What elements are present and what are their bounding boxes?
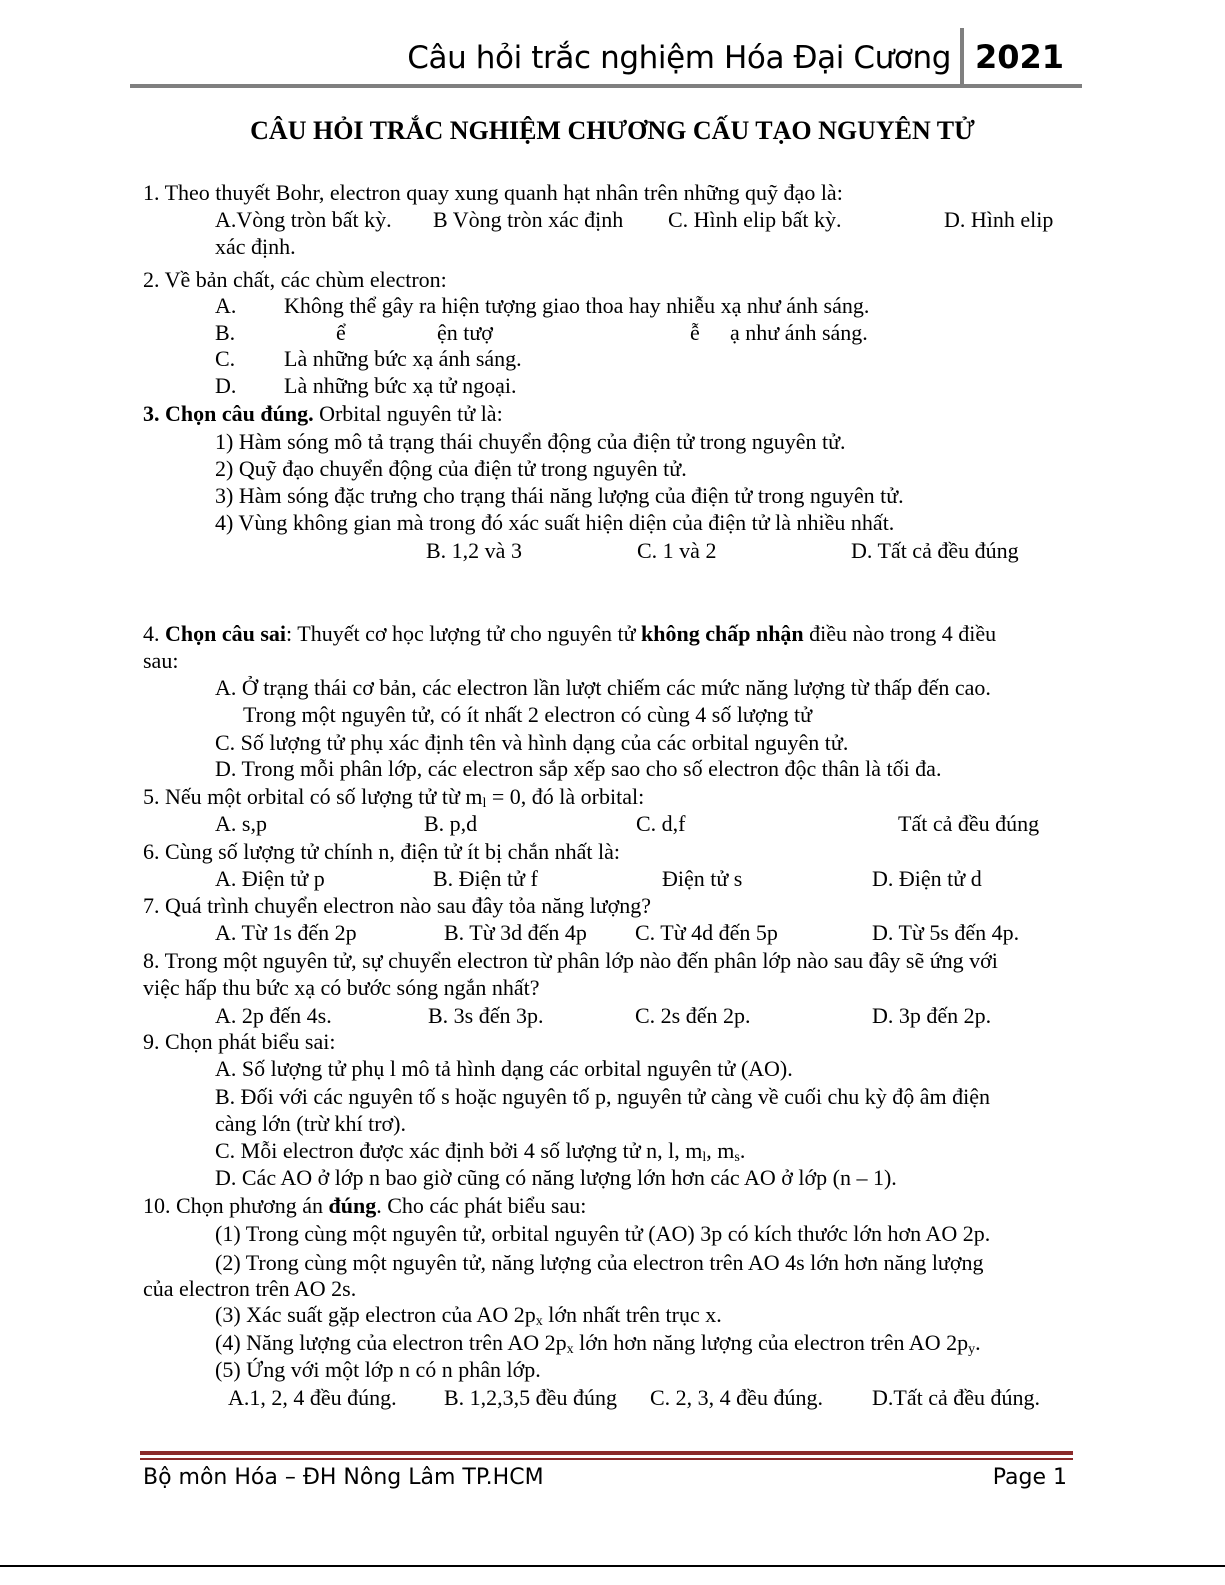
- q5-stem-sub: l: [482, 796, 487, 811]
- q10-statement-5: (5) Ứng với một lớp n có n phân lớp.: [215, 1357, 541, 1382]
- q3-statement-1: 1) Hàm sóng mô tả trạng thái chuyển động của điện tử trong nguyên tử.: [215, 429, 846, 454]
- q10-option-b: B. 1,2,3,5 đều đúng: [444, 1385, 617, 1410]
- q10-statement-3-text: (3) Xác suất gặp electron của AO 2p: [215, 1302, 536, 1327]
- q10-emph-dung: đúng: [328, 1193, 377, 1218]
- q4-option-b: Trong một nguyên tử, có ít nhất 2 electron có cùng 4 số lượng tử: [243, 702, 813, 727]
- q2-option-a-key: A.: [215, 293, 237, 318]
- q1-option-a: A.Vòng tròn bất kỳ.: [215, 207, 392, 232]
- footer-department: Bộ môn Hóa – ĐH Nông Lâm TP.HCM: [143, 1465, 544, 1490]
- q2-option-c: Là những bức xạ ánh sáng.: [284, 346, 522, 371]
- q6-option-c: Điện tử s: [662, 866, 743, 891]
- q10-statement-2: (2) Trong cùng một nguyên tử, năng lượng của electron trên AO 4s lớn hơn năng lượng: [215, 1250, 984, 1275]
- q10-statement-4: [215, 1329, 981, 1356]
- q3-number: 3. Chọn câu đúng.: [143, 401, 314, 426]
- q6-option-d: D. Điện tử d: [872, 866, 982, 891]
- q4-emph-khong: không chấp nhận: [641, 621, 804, 646]
- q1-option-d: D. Hình elip: [944, 207, 1054, 232]
- q3-statement-2: 2) Quỹ đạo chuyển động của điện tử trong nguyên tử.: [215, 456, 687, 481]
- q4-stem: [143, 620, 996, 647]
- header-year: 2021: [975, 38, 1065, 76]
- q5-stem-b: = 0, đó là orbital:: [486, 784, 645, 809]
- q4-stem-text2: điều nào trong 4 điều: [803, 621, 997, 646]
- q4-stem-cont: sau:: [143, 648, 179, 673]
- page-header: [130, 28, 1082, 88]
- q2-stem: 2. Về bản chất, các chùm electron:: [143, 267, 447, 292]
- q2-option-c-key: C.: [215, 346, 236, 371]
- q10-option-a: A.1, 2, 4 đều đúng.: [228, 1385, 397, 1410]
- q4-emph-sai: Chọn câu sai: [165, 621, 287, 646]
- q7-stem: 7. Quá trình chuyển electron nào sau đây tỏa năng lượng?: [143, 893, 652, 918]
- q2-option-b-frag4: ạ như ánh sáng.: [730, 320, 868, 345]
- footer-rule-thin: [140, 1458, 1073, 1460]
- header-divider: [960, 28, 964, 88]
- q5-option-a: A. s,p: [215, 811, 267, 836]
- q5-option-d: Tất cả đều đúng: [898, 811, 1040, 836]
- footer-page-number: Page 1: [992, 1465, 1067, 1490]
- q2-option-b-frag3: ễ: [690, 320, 700, 345]
- q9-option-b: B. Đối với các nguyên tố s hoặc nguyên tố p, nguyên tử càng về cuối chu kỳ độ âm điện: [215, 1084, 991, 1109]
- q10-statement-3-sub: x: [535, 1314, 543, 1329]
- q7-option-c: C. Từ 4d đến 5p: [635, 920, 778, 945]
- q10-stem-text: . Cho các phát biểu sau:: [376, 1193, 587, 1218]
- q10-statement-4-sub2: y: [968, 1342, 976, 1357]
- q4-number: 4.: [143, 621, 165, 646]
- footer-rule-thick: [140, 1451, 1073, 1455]
- q9-option-b-cont: càng lớn (trừ khí trơ).: [215, 1111, 406, 1136]
- q5-option-b: B. p,d: [424, 811, 478, 836]
- q1-stem: 1. Theo thuyết Bohr, electron quay xung quanh hạt nhân trên những quỹ đạo là:: [143, 180, 843, 205]
- q7-option-d: D. Từ 5s đến 4p.: [872, 920, 1020, 945]
- q2-option-a: Không thể gây ra hiện tượng giao thoa hay nhiễu xạ như ánh sáng.: [284, 293, 870, 318]
- q7-option-b: B. Từ 3d đến 4p: [444, 920, 587, 945]
- q8-option-b: B. 3s đến 3p.: [428, 1003, 544, 1028]
- q4-stem-text1: : Thuyết cơ học lượng tử cho nguyên tử: [286, 621, 642, 646]
- q10-statement-4-text3: .: [975, 1330, 981, 1355]
- q10-stem: [143, 1192, 586, 1219]
- q8-option-a: A. 2p đến 4s.: [215, 1003, 332, 1028]
- q8-option-d: D. 3p đến 2p.: [872, 1003, 992, 1028]
- q2-option-b-frag2: ện tượ: [437, 320, 493, 345]
- q1-option-c: C. Hình elip bất kỳ.: [668, 207, 842, 232]
- q10-statement-4-text2: lớn hơn năng lượng của electron trên AO 2p: [573, 1330, 969, 1355]
- header-title: Câu hỏi trắc nghiệm Hóa Đại Cương: [407, 40, 951, 76]
- q8-stem-cont: việc hấp thu bức xạ có bước sóng ngắn nhất?: [143, 975, 540, 1000]
- q3-option-b: B. 1,2 và 3: [426, 538, 522, 563]
- q8-stem: 8. Trong một nguyên tử, sự chuyển electron từ phân lớp nào đến phân lớp nào sau đây sẽ ứng với: [143, 948, 998, 973]
- q10-statement-3-text2: lớn nhất trên trục x.: [542, 1302, 722, 1327]
- q7-option-a: A. Từ 1s đến 2p: [215, 920, 357, 945]
- q9-option-c-sub2: s: [734, 1150, 740, 1165]
- q9-option-c-text: C. Mỗi electron được xác định bởi 4 số lượng tử n, l, m: [215, 1138, 703, 1163]
- q9-option-a: A. Số lượng tử phụ l mô tả hình dạng các orbital nguyên tử (AO).: [215, 1056, 793, 1081]
- q2-option-b-frag1: ể: [336, 320, 346, 345]
- q4-option-c: C. Số lượng tử phụ xác định tên và hình dạng của các orbital nguyên tử.: [215, 730, 849, 755]
- q10-statement-4-sub1: x: [566, 1342, 574, 1357]
- q10-statement-3: [215, 1301, 722, 1328]
- q9-option-c: [215, 1137, 745, 1164]
- page-bottom-edge: [0, 1565, 1225, 1567]
- q3-stem-text: Orbital nguyên tử là:: [313, 401, 503, 426]
- q9-option-c-text3: .: [739, 1138, 746, 1163]
- q4-option-a: A. Ở trạng thái cơ bản, các electron lần lượt chiếm các mức năng lượng từ thấp đến cao.: [215, 675, 991, 700]
- q5-stem-a: 5. Nếu một orbital có số lượng tử từ m: [143, 784, 483, 809]
- q10-number: 10. Chọn phương án: [143, 1193, 329, 1218]
- q10-statement-1: (1) Trong cùng một nguyên tử, orbital nguyên tử (AO) 3p có kích thước lớn hơn AO 2p.: [215, 1221, 991, 1246]
- q10-option-c: C. 2, 3, 4 đều đúng.: [650, 1385, 823, 1410]
- q2-option-d: Là những bức xạ tử ngoại.: [284, 373, 517, 398]
- header-rule: [130, 84, 1082, 88]
- q5-stem: [143, 783, 644, 810]
- q3-statement-3: 3) Hàm sóng đặc trưng cho trạng thái năng lượng của điện tử trong nguyên tử.: [215, 483, 904, 508]
- q10-option-d: D.Tất cả đều đúng.: [872, 1385, 1040, 1410]
- q3-option-d: D. Tất cả đều đúng: [851, 538, 1019, 563]
- document-title: CÂU HỎI TRẮC NGHIỆM CHƯƠNG CẤU TẠO NGUYÊN TỬ: [250, 116, 975, 145]
- q2-option-d-key: D.: [215, 373, 237, 398]
- q6-option-b: B. Điện tử f: [433, 866, 538, 891]
- q6-stem: 6. Cùng số lượng tử chính n, điện tử ít bị chắn nhất là:: [143, 839, 620, 864]
- q5-option-c: C. d,f: [636, 811, 686, 836]
- q3-stem: [143, 400, 503, 427]
- q4-option-d: D. Trong mỗi phân lớp, các electron sắp xếp sao cho số electron độc thân là tối đa.: [215, 756, 942, 781]
- q6-option-a: A. Điện tử p: [215, 866, 325, 891]
- q10-statement-4-text: (4) Năng lượng của electron trên AO 2p: [215, 1330, 567, 1355]
- q9-option-c-sub1: l: [702, 1150, 707, 1165]
- q3-statement-4: 4) Vùng không gian mà trong đó xác suất hiện diện của điện tử là nhiều nhất.: [215, 510, 895, 535]
- q8-option-c: C. 2s đến 2p.: [635, 1003, 751, 1028]
- q1-option-b: B Vòng tròn xác định: [433, 207, 624, 232]
- q9-stem: 9. Chọn phát biểu sai:: [143, 1029, 336, 1054]
- q1-option-d-cont: xác định.: [215, 234, 296, 259]
- q10-statement-2-cont: của electron trên AO 2s.: [143, 1276, 357, 1301]
- q3-option-c: C. 1 và 2: [637, 538, 717, 563]
- q9-option-c-text2: , m: [706, 1138, 735, 1163]
- q2-option-b-key: B.: [215, 320, 236, 345]
- q9-option-d: D. Các AO ở lớp n bao giờ cũng có năng lượng lớn hơn các AO ở lớp (n – 1).: [215, 1165, 897, 1190]
